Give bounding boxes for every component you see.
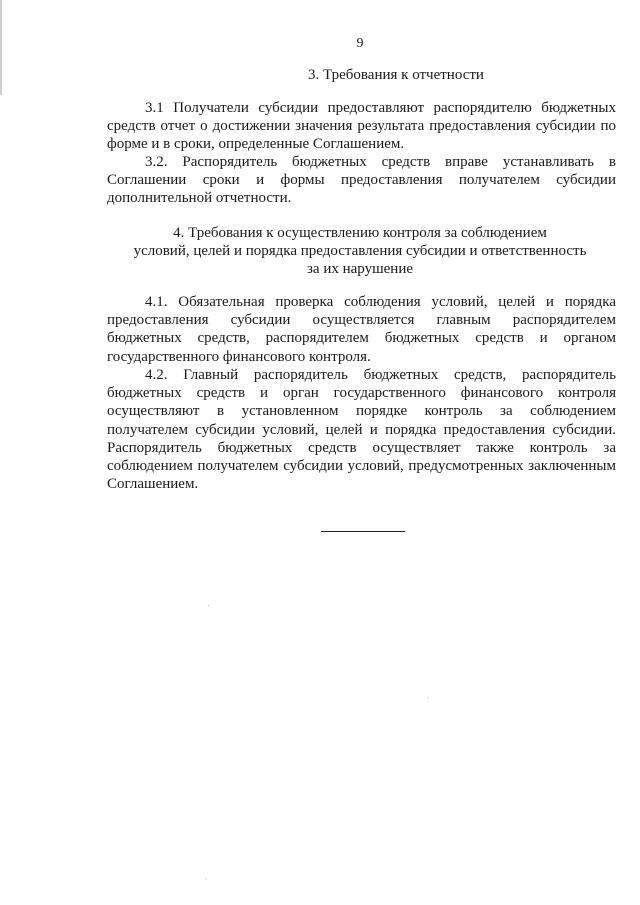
section-4-heading-line-3: за их нарушение [306,261,414,277]
scan-speck [205,878,206,879]
scan-speck [427,697,428,698]
section-3-heading: 3. Требования к отчетности [308,67,484,83]
paragraph-3-2: 3.2. Распорядитель бюджетных средств вправе устанавливать в Соглашении сроки и формы предоставления получателем субсидии дополнительной отчетности. [107,154,616,207]
section-4-heading-line-2: условий, целей и порядка предоставления субсидии и ответственность [133,243,587,259]
scan-speck [208,605,209,606]
paragraph-4-2: 4.2. Главный распорядитель бюджетных средств, распорядитель бюджетных средств и орган государственного финансового контроля осуществляют в установленном порядке контроль за соблюдением получателем субсидии условий, целей и порядка предоставления субсидии. Распорядитель бюджетных средств осуществляет также контроль за соблюдением получателем субсидии условий, предусмотренных заключенным Соглашением. [107,367,616,493]
paragraph-4-1: 4.1. Обязательная проверка соблюдения условий, целей и порядка предоставления субсидии осуществляется главным распорядителем бюджетных средств, распорядителем бюджетных средств и органом государственного финансового контроля. [107,294,616,365]
paragraph-3-1: 3.1 Получатели субсидии предоставляют распорядителю бюджетных средств отчет о достижении значения результата предоставления субсидии по форме и в сроки, определенные Соглашением. [107,100,616,153]
section-4-heading-line-1: 4. Требования к осуществлению контроля за соблюдением [173,225,547,241]
page-number: 9 [356,36,364,51]
end-of-text-rule [321,531,405,532]
section-4-heading [100,224,620,278]
